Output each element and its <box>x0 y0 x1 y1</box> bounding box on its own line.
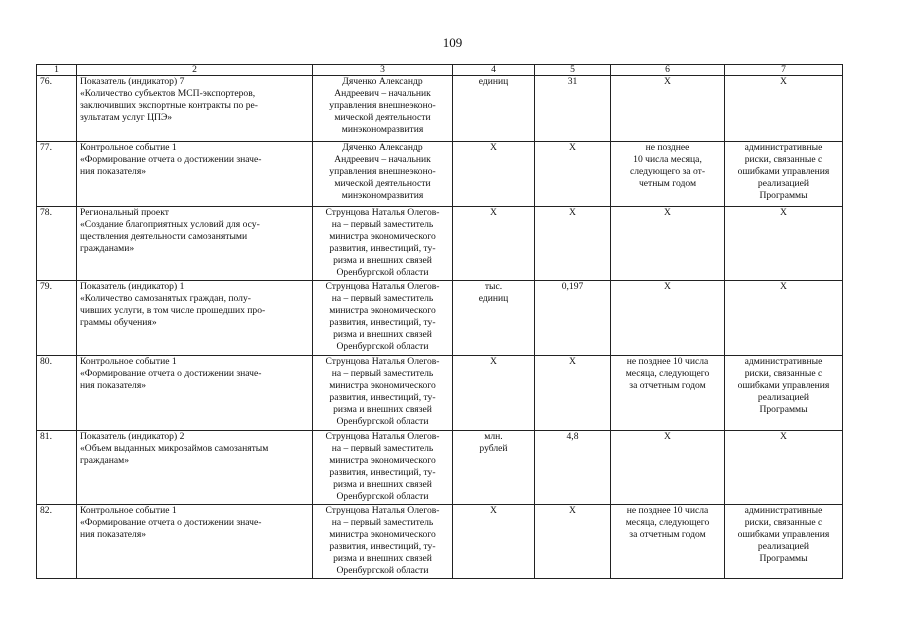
cell-responsible-person <box>313 207 453 281</box>
deadline-line: не позднее <box>645 142 690 153</box>
item-name-line: Показатель (индикатор) 1 <box>80 280 185 292</box>
responsible-person-line: Струнцова Наталья Олегов- <box>325 280 440 292</box>
responsible-person-line: Струнцова Наталья Олегов- <box>325 430 440 442</box>
deadline-line: месяца, следующего <box>625 516 710 528</box>
risks-line: риски, связанные с <box>744 154 823 166</box>
item-name-line: ния показателя» <box>80 528 147 540</box>
risks-line: Х <box>780 207 787 218</box>
item-name-line: Контрольное событие 1 <box>80 504 177 516</box>
cell-responsible-person <box>313 142 453 207</box>
risks-line: Х <box>780 430 787 442</box>
cell-unit <box>453 504 535 578</box>
cell-unit <box>453 280 535 355</box>
item-name-line: гражданами» <box>80 243 135 255</box>
cell-risks <box>725 355 843 430</box>
responsible-person-line: Струнцова Наталья Олегов- <box>325 504 440 516</box>
header-col-4: 4 <box>453 65 535 76</box>
risks-line: административные <box>744 142 823 153</box>
unit-line: Х <box>490 504 497 516</box>
deadline-line: за отчетным годом <box>629 528 706 540</box>
item-name-line: ния показателя» <box>80 379 147 391</box>
cell-unit <box>453 430 535 504</box>
item-name-line: «Формирование отчета о достижении значе- <box>80 367 262 379</box>
cell-responsible-person <box>313 430 453 504</box>
deadline-line: следующего за от- <box>629 166 706 178</box>
deadline-line: не позднее 10 числа <box>626 355 709 367</box>
responsible-person-line: Струнцова Наталья Олегов- <box>325 355 440 367</box>
cell-unit <box>453 355 535 430</box>
item-name-line: «Формирование отчета о достижении значе- <box>80 516 262 528</box>
deadline-line: четным годом <box>638 178 697 190</box>
responsible-person-line: министра экономического <box>329 304 436 316</box>
responsible-person-line: министра экономического <box>329 454 436 466</box>
responsible-person-line: Дяченко Александр <box>342 76 423 87</box>
risks-line: реализацией <box>757 178 810 190</box>
cell-item-name <box>77 355 313 430</box>
risks-line: ошибками управления <box>737 528 830 540</box>
deadline-line: не позднее 10 числа <box>626 504 709 516</box>
responsible-person-line: Оренбургской области <box>336 565 429 577</box>
item-name-line: Показатель (индикатор) 7 <box>80 76 185 87</box>
item-name-line: «Количество самозанятых граждан, полу- <box>80 292 251 304</box>
responsible-person-line: Оренбургской области <box>336 341 429 353</box>
responsible-person-line: развития, инвестиций, ту- <box>329 391 436 403</box>
responsible-person-line: Струнцова Наталья Олегов- <box>325 207 440 218</box>
risks-line: административные <box>744 355 823 367</box>
value-line: Х <box>569 355 576 367</box>
item-name-line: гражданам» <box>80 454 130 466</box>
cell-responsible-person <box>313 355 453 430</box>
item-name-line: ществления деятельности самозанятыми <box>80 231 248 243</box>
cell-risks <box>725 76 843 142</box>
value-line: 0,197 <box>561 280 584 292</box>
responsible-person-line: министра экономического <box>329 379 436 391</box>
cell-unit <box>453 207 535 281</box>
cell-unit <box>453 142 535 207</box>
cell-responsible-person <box>313 504 453 578</box>
responsible-person-line: на – первый заместитель <box>331 292 434 304</box>
risks-line: реализацией <box>757 540 810 552</box>
item-name-line: Контрольное событие 1 <box>80 142 177 153</box>
table-row <box>37 280 843 355</box>
item-name-line: ния показателя» <box>80 166 147 178</box>
header-col-1: 1 <box>37 65 77 76</box>
responsible-person-line: ризма и внешних связей <box>333 255 432 267</box>
unit-line: рублей <box>479 442 508 454</box>
responsible-person-line: на – первый заместитель <box>331 367 434 379</box>
responsible-person-line: Оренбургской области <box>336 491 429 503</box>
responsible-person-line: Дяченко Александр <box>342 142 423 153</box>
deadline-line: Х <box>664 280 671 292</box>
cell-row-number: 78. <box>37 207 77 281</box>
table-row <box>37 504 843 578</box>
program-table <box>36 64 843 579</box>
cell-row-number: 76. <box>37 76 77 142</box>
unit-line: единиц <box>478 292 509 304</box>
cell-row-number: 80. <box>37 355 77 430</box>
deadline-line: за отчетным годом <box>629 379 706 391</box>
item-name-line: заключивших экспортные контракты по ре- <box>80 100 258 112</box>
responsible-person-line: мической деятельности <box>334 112 431 124</box>
cell-responsible-person <box>313 76 453 142</box>
cell-value <box>535 76 611 142</box>
header-col-3: 3 <box>313 65 453 76</box>
cell-risks <box>725 280 843 355</box>
cell-row-number: 77. <box>37 142 77 207</box>
risks-line: административные <box>744 504 823 516</box>
responsible-person-line: Оренбургской области <box>336 267 429 279</box>
item-name-line: «Объем выданных микрозаймов самозанятым <box>80 442 269 454</box>
cell-item-name <box>77 76 313 142</box>
cell-risks <box>725 504 843 578</box>
responsible-person-line: на – первый заместитель <box>331 219 434 231</box>
deadline-line: 10 числа месяца, <box>633 154 702 166</box>
risks-line: ошибками управления <box>737 379 830 391</box>
header-row <box>37 65 843 76</box>
responsible-person-line: развития, инвестиций, ту- <box>329 466 436 478</box>
header-col-6: 6 <box>611 65 725 76</box>
responsible-person-line: ризма и внешних связей <box>333 403 432 415</box>
unit-line: тыс. <box>484 280 503 292</box>
risks-line: ошибками управления <box>737 166 830 178</box>
deadline-line: месяца, следующего <box>625 367 710 379</box>
responsible-person-line: управления внешнеэконо- <box>329 166 436 178</box>
cell-value <box>535 355 611 430</box>
page-number: 109 <box>442 35 463 50</box>
unit-line: Х <box>490 142 497 153</box>
responsible-person-line: на – первый заместитель <box>331 516 434 528</box>
value-line: Х <box>569 142 576 153</box>
item-name-line: зультатам услуг ЦПЭ» <box>80 112 173 124</box>
header-col-7: 7 <box>725 65 843 76</box>
risks-line: риски, связанные с <box>744 367 823 379</box>
cell-deadline <box>611 76 725 142</box>
responsible-person-line: мической деятельности <box>334 178 431 190</box>
cell-deadline <box>611 504 725 578</box>
cell-row-number: 81. <box>37 430 77 504</box>
table-row <box>37 430 843 504</box>
cell-deadline <box>611 430 725 504</box>
item-name-line: Региональный проект <box>80 207 169 218</box>
item-name-line: чивших услуги, в том числе прошедших про- <box>80 304 266 316</box>
cell-item-name <box>77 207 313 281</box>
risks-line: Программы <box>759 403 808 415</box>
header-col-5: 5 <box>535 65 611 76</box>
unit-line: единиц <box>478 76 509 87</box>
value-line: Х <box>569 504 576 516</box>
responsible-person-line: управления внешнеэконо- <box>329 100 436 112</box>
cell-risks <box>725 430 843 504</box>
responsible-person-line: ризма и внешних связей <box>333 328 432 340</box>
item-name-line: «Формирование отчета о достижении значе- <box>80 154 262 166</box>
cell-unit <box>453 76 535 142</box>
deadline-line: Х <box>664 76 671 87</box>
deadline-line: Х <box>664 207 671 218</box>
table-row <box>37 142 843 207</box>
cell-item-name <box>77 430 313 504</box>
item-name-line: Показатель (индикатор) 2 <box>80 430 185 442</box>
risks-line: риски, связанные с <box>744 516 823 528</box>
cell-item-name <box>77 504 313 578</box>
risks-line: Х <box>780 76 787 87</box>
item-name-line: «Количество субъектов МСП-экспортеров, <box>80 88 256 100</box>
responsible-person-line: на – первый заместитель <box>331 442 434 454</box>
cell-row-number: 82. <box>37 504 77 578</box>
responsible-person-line: Оренбургской области <box>336 416 429 428</box>
responsible-person-line: минэкономразвития <box>341 124 424 136</box>
item-name-line: граммы обучения» <box>80 316 157 328</box>
cell-value <box>535 207 611 281</box>
cell-deadline <box>611 207 725 281</box>
deadline-line: Х <box>664 430 671 442</box>
value-line: 31 <box>567 76 578 87</box>
responsible-person-line: Андреевич – начальник <box>334 88 431 100</box>
responsible-person-line: Андреевич – начальник <box>334 154 431 166</box>
cell-risks <box>725 207 843 281</box>
unit-line: Х <box>490 355 497 367</box>
value-line: Х <box>569 207 576 218</box>
item-name-line: «Создание благоприятных условий для осу- <box>80 219 260 231</box>
cell-value <box>535 504 611 578</box>
responsible-person-line: развития, инвестиций, ту- <box>329 243 436 255</box>
risks-line: реализацией <box>757 391 810 403</box>
cell-value <box>535 280 611 355</box>
cell-value <box>535 142 611 207</box>
cell-deadline <box>611 142 725 207</box>
responsible-person-line: развития, инвестиций, ту- <box>329 316 436 328</box>
cell-row-number: 79. <box>37 280 77 355</box>
responsible-person-line: развития, инвестиций, ту- <box>329 540 436 552</box>
responsible-person-line: минэкономразвития <box>341 190 424 202</box>
responsible-person-line: министра экономического <box>329 231 436 243</box>
risks-line: Программы <box>759 190 808 202</box>
cell-deadline <box>611 280 725 355</box>
responsible-person-line: министра экономического <box>329 528 436 540</box>
risks-line: Программы <box>759 552 808 564</box>
cell-risks <box>725 142 843 207</box>
cell-value <box>535 430 611 504</box>
risks-line: Х <box>780 280 787 292</box>
cell-responsible-person <box>313 280 453 355</box>
value-line: 4,8 <box>566 430 579 442</box>
cell-item-name <box>77 142 313 207</box>
table-body <box>37 76 843 579</box>
unit-line: млн. <box>484 430 503 442</box>
unit-line: Х <box>490 207 497 218</box>
cell-deadline <box>611 355 725 430</box>
header-col-2: 2 <box>77 65 313 76</box>
table-row <box>37 355 843 430</box>
table-row <box>37 207 843 281</box>
item-name-line: Контрольное событие 1 <box>80 355 177 367</box>
table-row <box>37 76 843 142</box>
responsible-person-line: ризма и внешних связей <box>333 478 432 490</box>
responsible-person-line: ризма и внешних связей <box>333 552 432 564</box>
cell-item-name <box>77 280 313 355</box>
